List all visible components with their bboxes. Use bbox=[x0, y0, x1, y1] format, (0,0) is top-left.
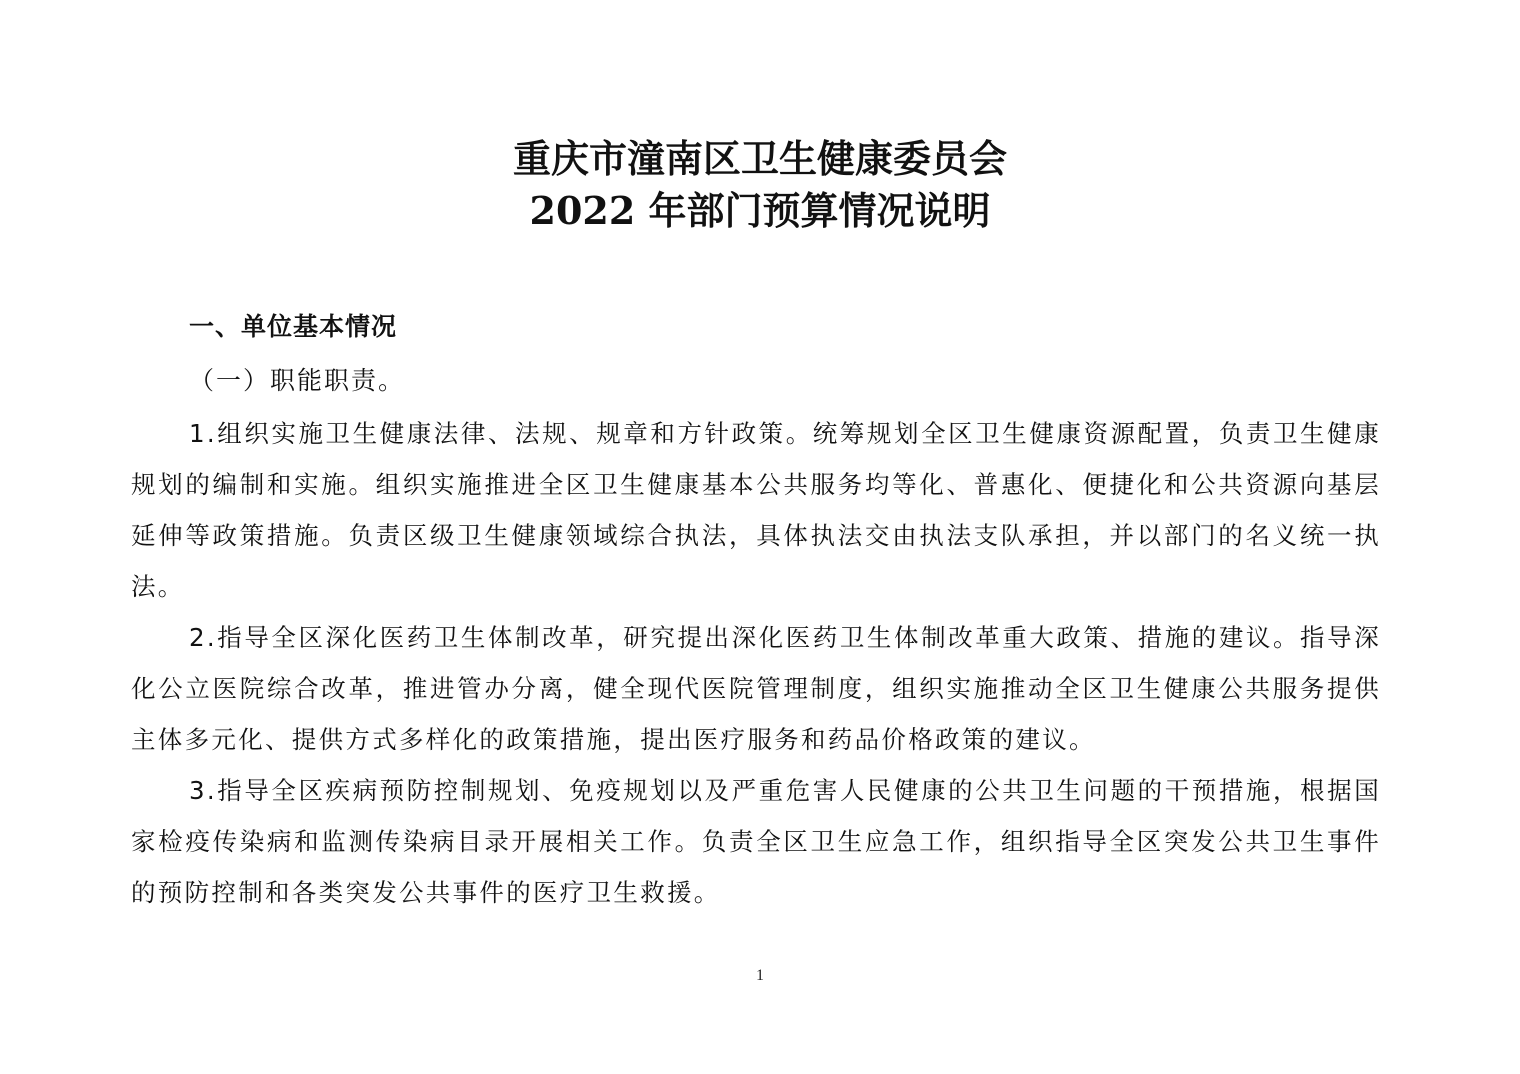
title-line-organization: 重庆市潼南区卫生健康委员会 bbox=[512, 136, 1007, 181]
document-body bbox=[131, 302, 1381, 918]
page-number: 1 bbox=[756, 967, 764, 984]
sub-heading: （一）职能职责。 bbox=[189, 366, 406, 395]
document-title bbox=[0, 134, 1520, 236]
section-heading: 一、单位基本情况 bbox=[189, 312, 398, 341]
paragraph-3: 3.指导全区疾病预防控制规划、免疫规划以及严重危害人民健康的公共卫生问题的干预措施，根据国家检疫传染病和监测传染病目录开展相关工作。负责全区卫生应急工作，组织指导全区突发公共卫生事件的预防控制和各类突发公共事件的医疗卫生救援。 bbox=[131, 776, 1381, 907]
paragraph-1: 1.组织实施卫生健康法律、法规、规章和方针政策。统筹规划全区卫生健康资源配置，负责卫生健康规划的编制和实施。组织实施推进全区卫生健康基本公共服务均等化、普惠化、便捷化和公共资源向基层延伸等政策措施。负责区级卫生健康领域综合执法，具体执法交由执法支队承担，并以部门的名义统一执法。 bbox=[131, 419, 1381, 601]
title-line-report: 2022 年部门预算情况说明 bbox=[529, 188, 991, 233]
paragraph-2: 2.指导全区深化医药卫生体制改革，研究提出深化医药卫生体制改革重大政策、措施的建议。指导深化公立医院综合改革，推进管办分离，健全现代医院管理制度，组织实施推动全区卫生健康公共服务提供主体多元化、提供方式多样化的政策措施，提出医疗服务和药品价格政策的建议。 bbox=[131, 623, 1381, 754]
